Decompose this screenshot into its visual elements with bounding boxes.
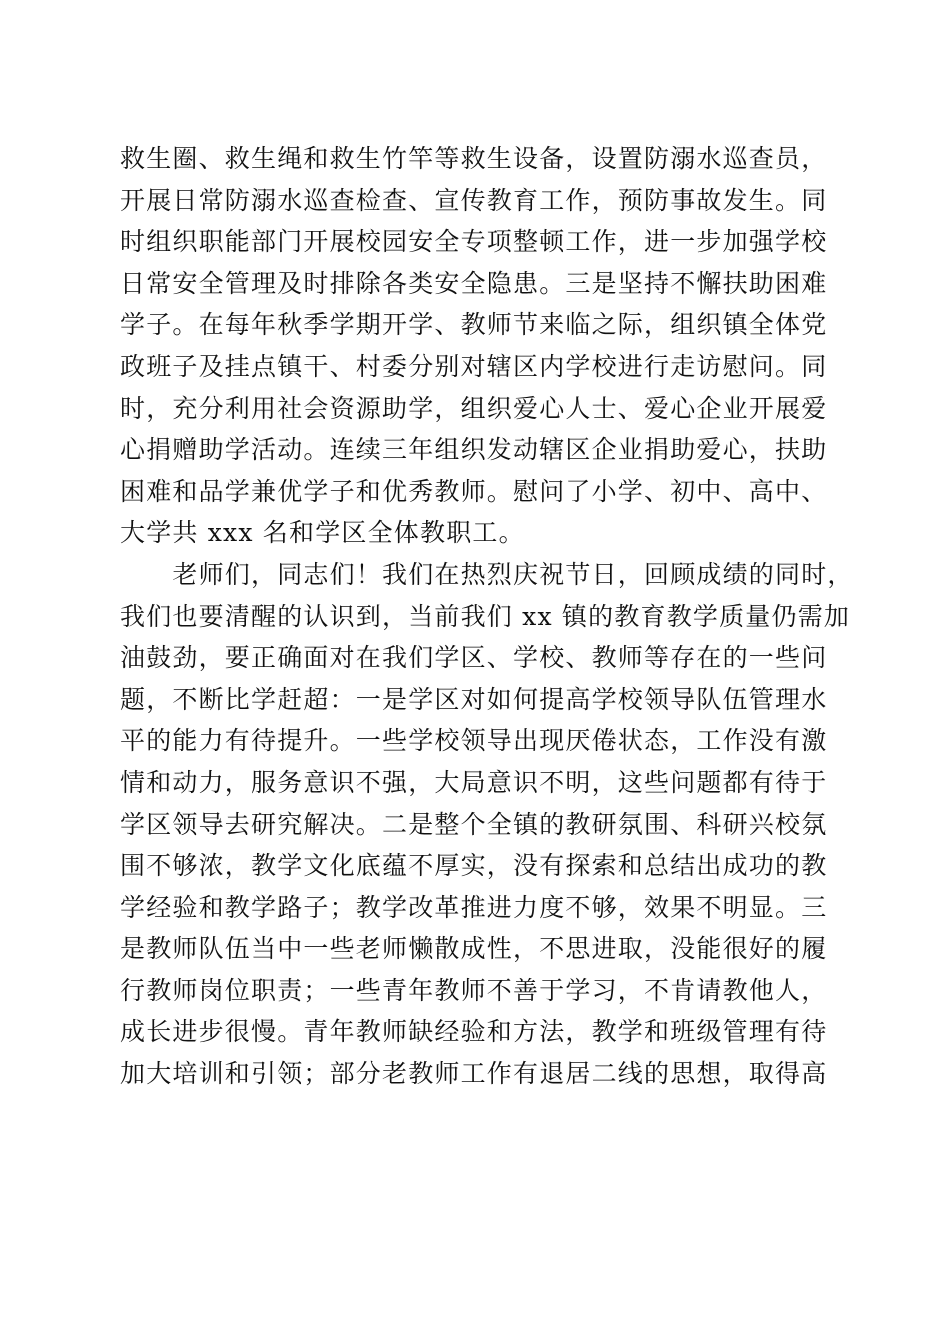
- text-line: 救生圈、救生绳和救生竹竿等救生设备，设置防溺水巡查员，: [120, 144, 828, 173]
- text-line: 日常安全管理及时排除各类安全隐患。三是坚持不懈扶助困难: [120, 268, 828, 298]
- text-line: 学区领导去研究解决。二是整个全镇的教研氛围、科研兴校氛: [120, 809, 828, 839]
- text-line: 时，充分利用社会资源助学，组织爱心人士、爱心企业开展爱: [120, 393, 828, 423]
- text-line: 大学共 xxx 名和学区全体教职工。: [120, 518, 525, 548]
- text-line: 开展日常防溺水巡查检查、宣传教育工作，预防事故发生。同: [120, 185, 828, 215]
- text-line: 平的能力有待提升。一些学校领导出现厌倦状态，工作没有激: [120, 726, 828, 756]
- text-line: 学经验和教学路子；教学改革推进力度不够，效果不明显。三: [120, 892, 828, 922]
- text-line: 时组织职能部门开展校园安全专项整顿工作，进一步加强学校: [120, 227, 828, 257]
- text-line: 老师们，同志们！我们在热烈庆祝节日，回顾成绩的同时，: [120, 559, 854, 589]
- text-line: 我们也要清醒的认识到，当前我们 xx 镇的教育教学质量仍需加: [120, 601, 851, 631]
- text-line: 困难和品学兼优学子和优秀教师。慰问了小学、初中、高中、: [120, 476, 828, 506]
- text-line: 油鼓劲，要正确面对在我们学区、学校、教师等存在的一些问: [120, 643, 828, 673]
- text-line: 学子。在每年秋季学期开学、教师节来临之际，组织镇全体党: [120, 310, 828, 340]
- text-line: 政班子及挂点镇干、村委分别对辖区内学校进行走访慰问。同: [120, 351, 828, 381]
- text-line: 题，不断比学赶超：一是学区对如何提高学校领导队伍管理水: [120, 684, 828, 714]
- text-line: 是教师队伍当中一些老师懒散成性，不思进取，没能很好的履: [120, 934, 828, 964]
- text-line: 加大培训和引领；部分老教师工作有退居二线的思想，取得高: [120, 1059, 828, 1089]
- document-body: [120, 138, 854, 1095]
- text-line: 心捐赠助学活动。连续三年组织发动辖区企业捐助爱心，扶助: [120, 435, 828, 465]
- text-line: 围不够浓，教学文化底蕴不厚实，没有探索和总结出成功的教: [120, 851, 828, 881]
- text-line: 行教师岗位职责；一些青年教师不善于学习，不肯请教他人，: [120, 975, 828, 1005]
- text-line: 情和动力，服务意识不强，大局意识不明，这些问题都有待于: [120, 767, 828, 797]
- text-line: 成长进步很慢。青年教师缺经验和方法，教学和班级管理有待: [120, 1017, 828, 1047]
